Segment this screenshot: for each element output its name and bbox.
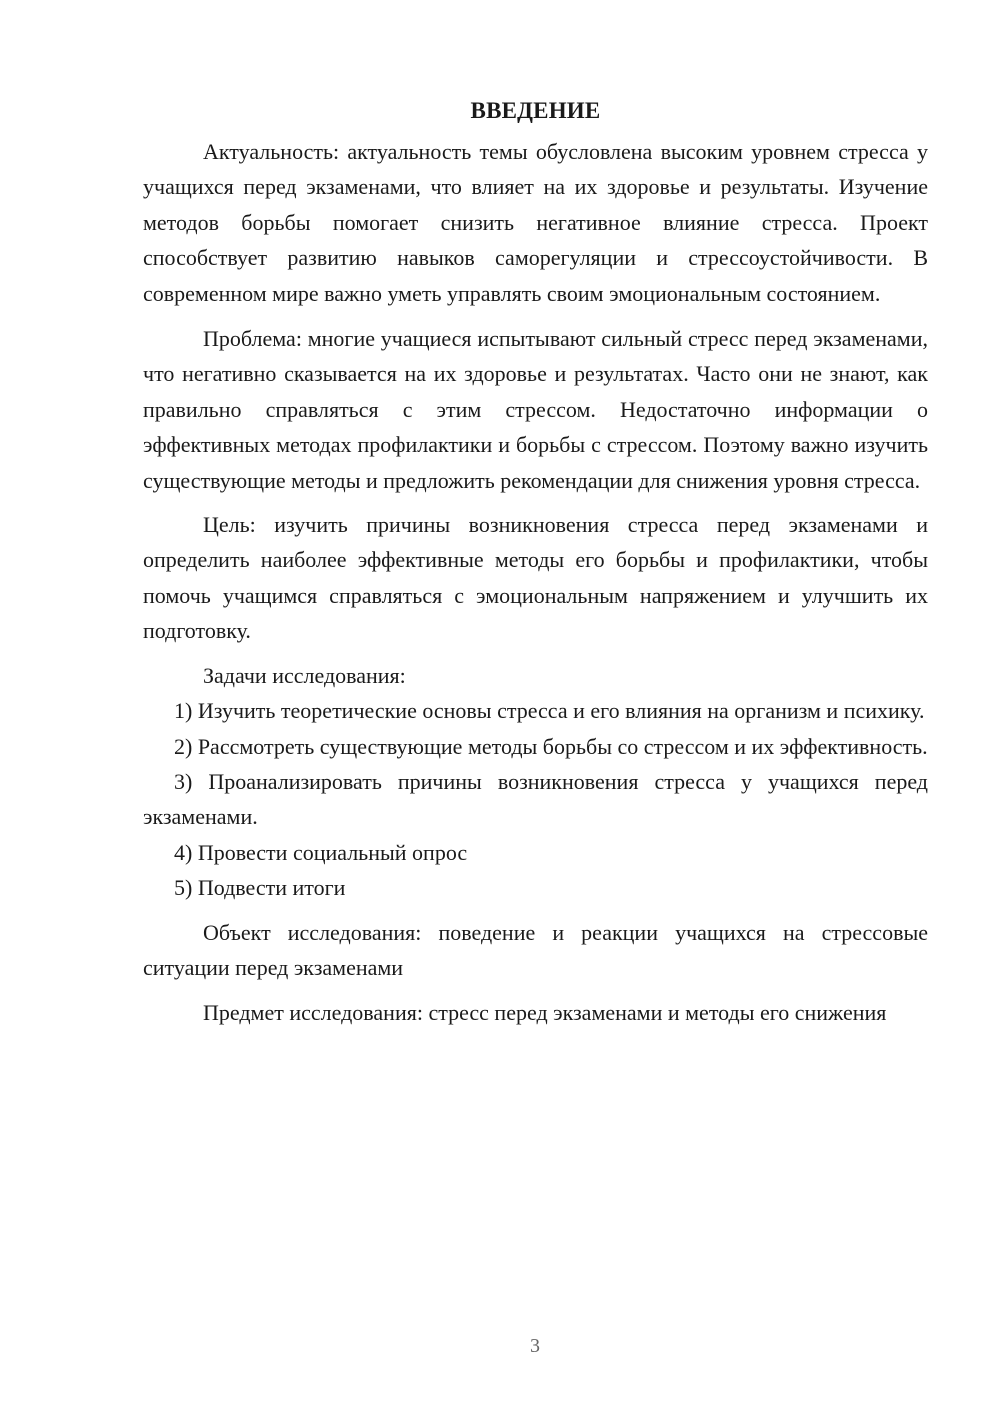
goal-paragraph: Цель: изучить причины возникновения стресса перед экзаменами и определить наиболее эффективные методы его борьбы и профилактики, чтобы помочь учащимся справляться с эмоциональным напряжением и улучшить их подготовку.: [143, 512, 928, 644]
task-item-4: 4) Провести социальный опрос: [174, 839, 468, 865]
page-number: 3: [530, 1335, 540, 1357]
subject-paragraph: Предмет исследования: стресс перед экзаменами и методы его снижения: [203, 1000, 887, 1026]
task-item-3: 3) Проанализировать причины возникновения стресса у учащихся перед экзаменами.: [143, 768, 928, 830]
relevance-paragraph: Актуальность: актуальность темы обусловлена высоким уровнем стресса у учащихся перед экзаменами, что влияет на их здоровье и результаты. Изучение методов борьбы помогает снизить негативное влияние стресса. Проект способствует развитию навыков саморегуляции и стрессоустойчивости. В современном мире важно уметь управлять своим эмоциональным состоянием.: [143, 139, 928, 306]
task-item-1: 1) Изучить теоретические основы стресса и его влияния на организм и психику.: [174, 698, 925, 724]
task-item-5: 5) Подвести итоги: [174, 875, 346, 901]
tasks-heading: Задачи исследования:: [203, 662, 406, 688]
section-heading: ВВЕДЕНИЕ: [470, 98, 601, 123]
object-paragraph: Объект исследования: поведение и реакции учащихся на стрессовые ситуации перед экзаменами: [143, 919, 928, 980]
page-content: [143, 93, 928, 1031]
task-item-2: 2) Рассмотреть существующие методы борьбы со стрессом и их эффективность.: [174, 733, 928, 759]
problem-paragraph: Проблема: многие учащиеся испытывают сильный стресс перед экзаменами, что негативно сказывается на их здоровье и результатах. Часто они не знают, как правильно справляться с этим стрессом. Недостаточно информации о эффективных методах профилактики и борьбы с стрессом. Поэтому важно изучить существующие методы и предложить рекомендации для снижения уровня стресса.: [143, 326, 928, 493]
